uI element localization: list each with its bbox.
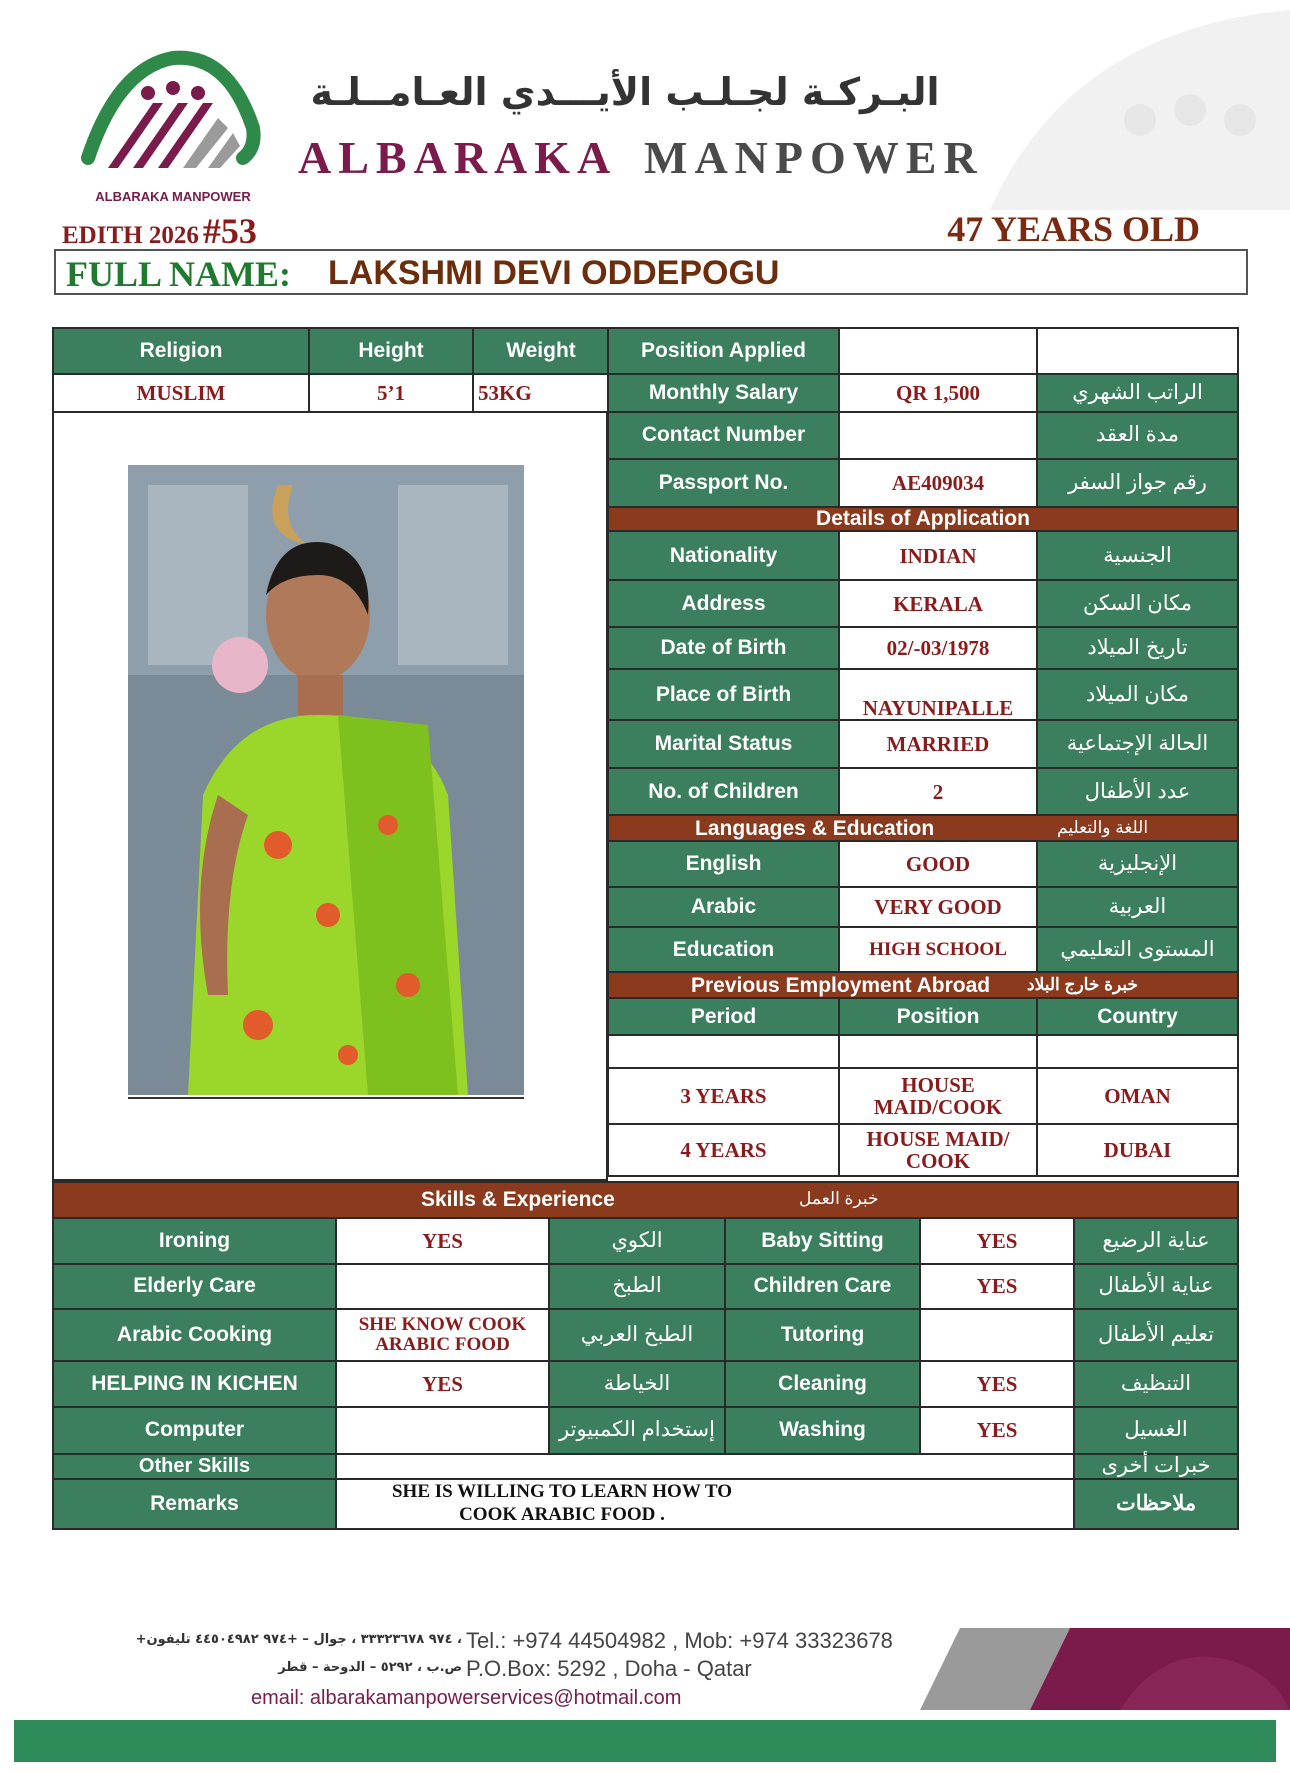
remarks-ar: ملاحظات <box>1074 1479 1238 1529</box>
english-value: GOOD <box>839 841 1037 887</box>
contact-number-label: Contact Number <box>608 412 839 459</box>
employment-title-ar: خبرة خارج البلاد <box>1027 975 1138 995</box>
monthly-salary-label: Monthly Salary <box>608 374 839 412</box>
skill-label: Washing <box>725 1407 920 1454</box>
passport-no-value: AE409034 <box>839 459 1037 507</box>
english-ar: الإنجليزية <box>1037 841 1238 887</box>
nationality-value: INDIAN <box>839 531 1037 580</box>
edith-line <box>62 210 257 252</box>
skill-value <box>336 1407 549 1454</box>
skill-ar: إستخدام الكمبيوتر <box>549 1407 725 1454</box>
footer-decoration <box>920 1628 1290 1710</box>
contact-number-ar: مدة العقد <box>1037 412 1238 459</box>
skill-value: YES <box>920 1218 1074 1264</box>
employment-empty-cell <box>608 1035 839 1068</box>
company-logo <box>78 48 268 204</box>
passport-no-label: Passport No. <box>608 459 839 507</box>
address-value: KERALA <box>839 580 1037 627</box>
dob-ar: تاريخ الميلاد <box>1037 627 1238 669</box>
logo-mark-icon <box>78 48 268 178</box>
remarks-label: Remarks <box>53 1479 336 1529</box>
children-value: 2 <box>839 768 1037 815</box>
skills-title-ar: خبرة العمل <box>799 1189 879 1208</box>
details-table <box>607 327 1239 1177</box>
passport-no-ar: رقم جواز السفر <box>1037 459 1238 507</box>
skill-ar: عناية الأطفال <box>1074 1264 1238 1309</box>
employment-period: 4 YEARS <box>608 1124 839 1176</box>
skill-value: YES <box>336 1218 549 1264</box>
skill-label: Cleaning <box>725 1361 920 1407</box>
arabic-label: Arabic <box>608 887 839 927</box>
english-label: English <box>608 841 839 887</box>
place-of-birth-value: NAYUNIPALLE <box>839 669 1037 720</box>
position-header: Position <box>839 998 1037 1035</box>
arabic-ar: العربية <box>1037 887 1238 927</box>
company-name-part1: ALBARAKA <box>298 132 618 183</box>
dob-label: Date of Birth <box>608 627 839 669</box>
skill-value: YES <box>920 1264 1074 1309</box>
employment-empty-cell <box>1037 1035 1238 1068</box>
skill-label: Arabic Cooking <box>53 1309 336 1361</box>
other-skills-ar: خبرات أخرى <box>1074 1454 1238 1479</box>
contact-number-value <box>839 412 1037 459</box>
marital-status-value: MARRIED <box>839 720 1037 768</box>
skill-value <box>920 1309 1074 1361</box>
other-skills-label: Other Skills <box>53 1454 336 1479</box>
height-value: 5’1 <box>309 374 473 412</box>
employment-position: HOUSE MAID/ COOK <box>839 1124 1037 1176</box>
full-name-label: FULL NAME: <box>66 254 291 294</box>
skill-label: Ironing <box>53 1218 336 1264</box>
watermark-decoration <box>990 0 1290 210</box>
cv-number: #53 <box>202 211 257 251</box>
country-header: Country <box>1037 998 1238 1035</box>
skill-label: Tutoring <box>725 1309 920 1361</box>
children-label: No. of Children <box>608 768 839 815</box>
employment-empty-cell <box>839 1035 1037 1068</box>
skills-table <box>52 1181 1239 1530</box>
footer-pobox: P.O.Box: 5292 , Doha - Qatar <box>466 1656 752 1681</box>
languages-title-ar: اللغة والتعليم <box>1057 818 1149 838</box>
position-applied-ar <box>1037 328 1238 374</box>
skill-ar: الكوي <box>549 1218 725 1264</box>
employment-country: DUBAI <box>1037 1124 1238 1176</box>
position-applied-value <box>839 328 1037 374</box>
height-header: Height <box>309 328 473 374</box>
monthly-salary-ar: الراتب الشهري <box>1037 374 1238 412</box>
remarks-cell <box>336 1479 1074 1529</box>
arabic-value: VERY GOOD <box>839 887 1037 927</box>
skills-section-title <box>53 1182 1238 1218</box>
children-ar: عدد الأطفال <box>1037 768 1238 815</box>
skill-ar: الطبخ <box>549 1264 725 1309</box>
skill-value: YES <box>336 1361 549 1407</box>
skill-value: YES <box>920 1361 1074 1407</box>
skill-label: HELPING IN KICHEN <box>53 1361 336 1407</box>
footer-pobox-ar: ص.ب ، ٥٢٩٢ – الدوحة – قطر <box>278 1660 462 1675</box>
company-name-arabic: البـركـة لجـلـب الأيـــدي العـامــلـة <box>310 70 940 114</box>
education-value: HIGH SCHOOL <box>839 927 1037 972</box>
address-ar: مكان السكن <box>1037 580 1238 627</box>
skill-label: Computer <box>53 1407 336 1454</box>
position-applied-label: Position Applied <box>608 328 839 374</box>
period-header: Period <box>608 998 839 1035</box>
skill-ar: عناية الرضيع <box>1074 1218 1238 1264</box>
application-section-title: Details of Application <box>608 507 1238 531</box>
company-name-part2: MANPOWER <box>644 132 984 183</box>
nationality-label: Nationality <box>608 531 839 580</box>
marital-status-ar: الحالة الإجتماعية <box>1037 720 1238 768</box>
marital-status-label: Marital Status <box>608 720 839 768</box>
skill-value <box>336 1264 549 1309</box>
edith-label: EDITH 2026 <box>62 222 199 249</box>
skill-ar: الغسيل <box>1074 1407 1238 1454</box>
skills-title: Skills & Experience <box>421 1188 615 1211</box>
full-name-box <box>54 249 1248 295</box>
dob-value: 02/-03/1978 <box>839 627 1037 669</box>
skill-ar: التنظيف <box>1074 1361 1238 1407</box>
skill-ar: الطبخ العربي <box>549 1309 725 1361</box>
skill-value: SHE KNOW COOK ARABIC FOOD <box>336 1309 549 1361</box>
other-skills-value <box>336 1454 1074 1479</box>
education-label: Education <box>608 927 839 972</box>
photo-underline <box>128 1097 524 1099</box>
education-ar: المستوى التعليمي <box>1037 927 1238 972</box>
languages-section-title <box>608 815 1238 841</box>
religion-header: Religion <box>53 328 309 374</box>
logo-caption: ALBARAKA MANPOWER <box>95 189 251 204</box>
monthly-salary-value: QR 1,500 <box>839 374 1037 412</box>
age: 47 YEARS OLD <box>947 209 1200 249</box>
skill-label: Elderly Care <box>53 1264 336 1309</box>
skill-label: Children Care <box>725 1264 920 1309</box>
footer-tel: Tel.: +974 44504982 , Mob: +974 33323678 <box>466 1628 893 1653</box>
weight-value: 53KG <box>473 374 609 412</box>
candidate-photo-image-icon <box>128 465 524 1095</box>
candidate-photo <box>128 465 524 1095</box>
languages-title: Languages & Education <box>695 817 935 841</box>
employment-section-title <box>608 972 1238 998</box>
skill-value: YES <box>920 1407 1074 1454</box>
full-name-value: LAKSHMI DEVI ODDEPOGU <box>328 254 780 292</box>
footer-green-band <box>14 1720 1276 1762</box>
address-label: Address <box>608 580 839 627</box>
employment-period: 3 YEARS <box>608 1068 839 1124</box>
religion-value: MUSLIM <box>53 374 309 412</box>
company-name <box>298 130 984 184</box>
employment-title: Previous Employment Abroad <box>691 974 991 998</box>
place-of-birth-ar: مكان الميلاد <box>1037 669 1238 720</box>
nationality-ar: الجنسية <box>1037 531 1238 580</box>
employment-position: HOUSE MAID/COOK <box>839 1068 1037 1124</box>
basic-info-table <box>52 327 610 413</box>
place-of-birth-label: Place of Birth <box>608 669 839 720</box>
weight-header: Weight <box>473 328 609 374</box>
skill-ar: الخياطة <box>549 1361 725 1407</box>
skill-ar: تعليم الأطفال <box>1074 1309 1238 1361</box>
footer-tel-ar: +٩٧٤ ٣٣٣٢٣٦٧٨ ، جوال – +٩٧٤ ٤٤٥٠٤٩٨٢ تليفون ، <box>135 1632 462 1647</box>
footer-email[interactable]: email: albarakamanpowerservices@hotmail.com <box>251 1687 682 1709</box>
remarks-value: SHE IS WILLING TO LEARN HOW TO COOK ARABIC FOOD . <box>391 1481 733 1525</box>
skill-label: Baby Sitting <box>725 1218 920 1264</box>
employment-country: OMAN <box>1037 1068 1238 1124</box>
